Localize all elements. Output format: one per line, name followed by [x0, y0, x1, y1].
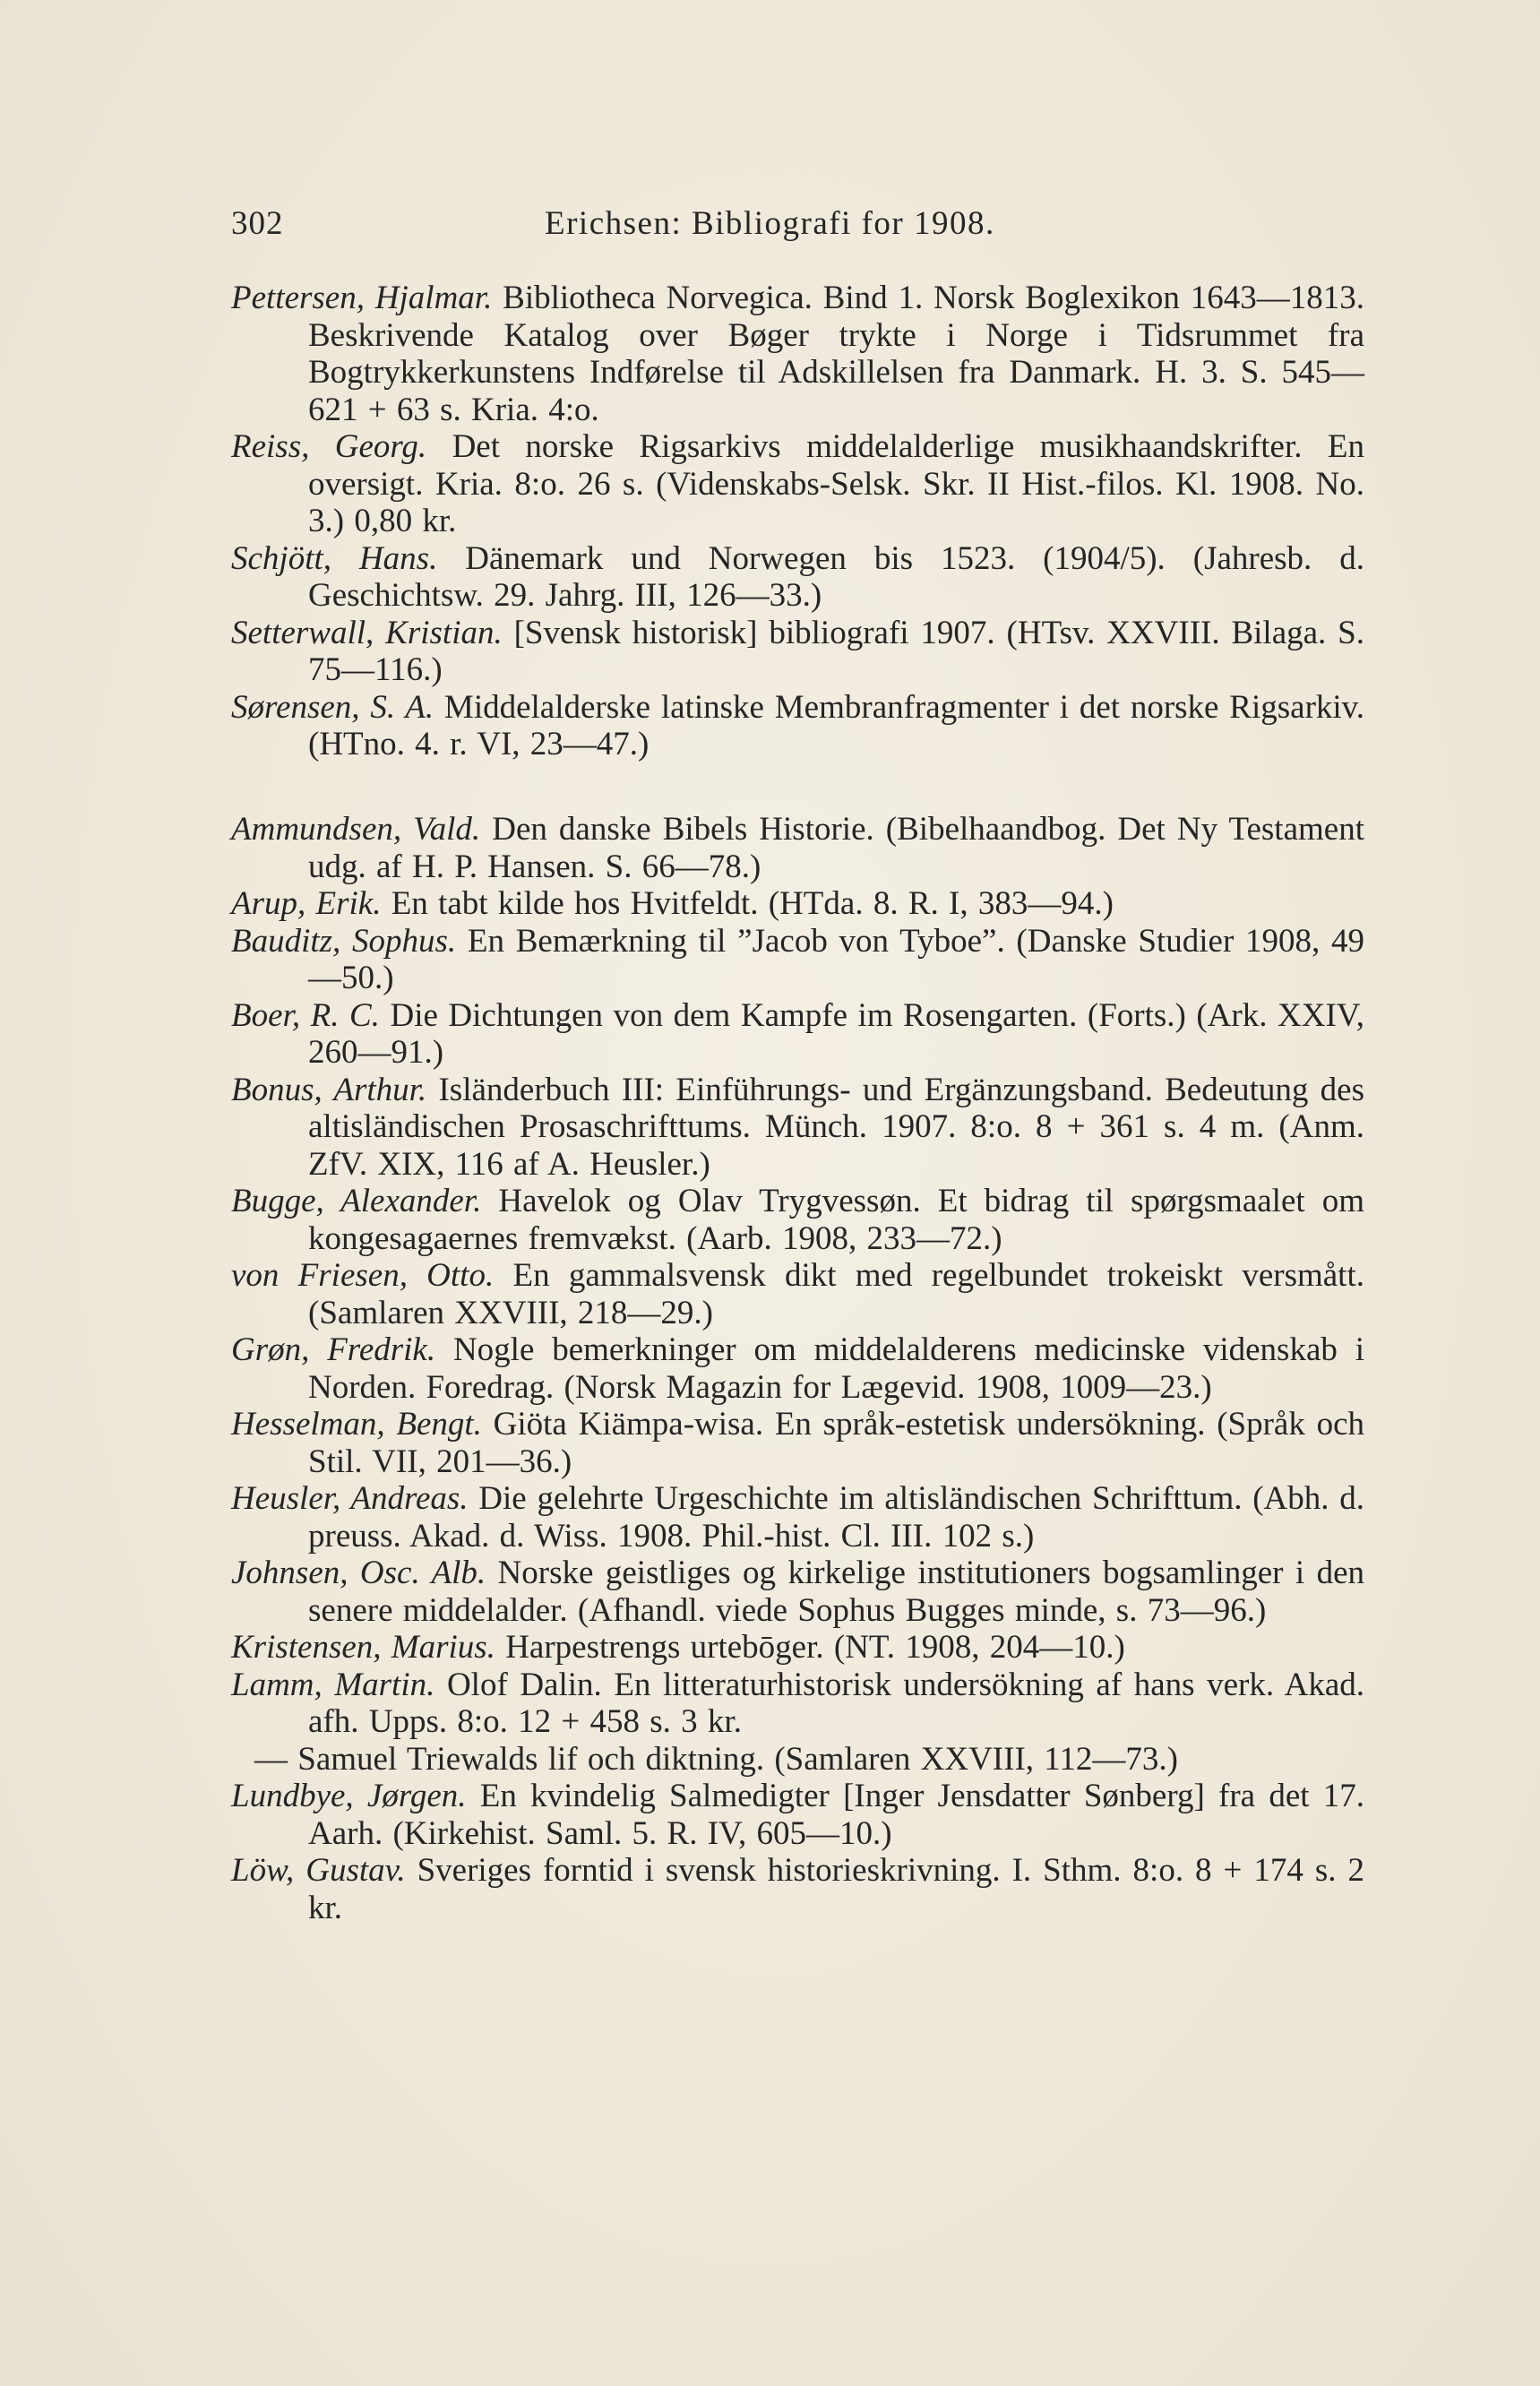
entry-author: Kristensen, Marius.	[231, 1629, 495, 1666]
entry-text: Nogle bemerkninger om middelalderens medicinske videnskab i Norden. Foredrag. (Norsk Magazin for Lægevid. 1908, 1009—23.)	[308, 1331, 1364, 1406]
running-title: Erichsen: Bibliografi for 1908.	[545, 205, 995, 242]
entry-text: Harpestrengs urtebōger. (NT. 1908, 204—10.)	[505, 1629, 1125, 1666]
bibliography-entry	[231, 1072, 1364, 1184]
entry-author: Lundbye, Jørgen.	[231, 1778, 467, 1814]
bibliography-entry	[231, 1183, 1364, 1257]
entry-text: Middelalderske latinske Membranfragmenter i det norske Rigsarkiv. (HTno. 4. r. VI, 23—47.)	[308, 688, 1365, 762]
bibliography-entry	[231, 689, 1364, 763]
entry-text: Giöta Kiämpa-wisa. En språk-estetisk undersökning. (Språk och Stil. VII, 201—36.)	[308, 1406, 1365, 1480]
entry-text: Die gelehrte Urgeschichte im altisländischen Schrifttum. (Abh. d. preuss. Akad. d. Wiss. 1908. Phil.-hist. Cl. III. 102 s.)	[308, 1480, 1365, 1555]
entry-dash: —	[254, 1740, 288, 1778]
entry-text: En kvindelig Salmedigter [Inger Jensdatter Sønberg] fra det 17. Aarh. (Kirkehist. Saml. 5. R. IV, 605—10.)	[308, 1778, 1364, 1852]
entry-author: Bonus, Arthur.	[231, 1071, 427, 1108]
entry-text: Die Dichtungen von dem Kampfe im Rosengarten. (Forts.) (Ark. XXIV, 260—91.)	[308, 996, 1365, 1071]
entry-author: Heusler, Andreas.	[231, 1480, 469, 1517]
bibliography-entry	[231, 1480, 1364, 1555]
entry-text: Havelok og Olav Trygvessøn. Et bidrag til spørgsmaalet om kongesagaernes fremvækst. (Aarb. 1908, 233—72.)	[308, 1183, 1364, 1257]
entry-author: Lamm, Martin.	[231, 1666, 435, 1703]
bibliography-entry	[231, 428, 1364, 540]
entry-author: Bauditz, Sophus.	[231, 922, 457, 960]
entry-text: En Bemærkning til ”Jacob von Tyboe”. (Danske Studier 1908, 49—50.)	[308, 922, 1364, 996]
running-header	[231, 204, 1364, 249]
entry-text: Den danske Bibels Historie. (Bibelhaandbog. Det Ny Testament udg. af H. P. Hansen. S. 66—78.)	[308, 811, 1364, 885]
bibliography-entry	[231, 997, 1364, 1072]
entry-author: Schjött, Hans.	[231, 539, 438, 577]
entry-text: Samuel Triewalds lif och diktning. (Samlaren XXVIII, 112—73.)	[297, 1740, 1178, 1778]
entry-author: Hesselman, Bengt.	[231, 1406, 482, 1443]
entry-author: Reiss, Georg.	[231, 428, 427, 465]
bibliography-entry	[231, 1555, 1364, 1629]
bibliography-entry	[231, 1331, 1364, 1406]
bibliography-entry	[231, 1667, 1364, 1741]
entry-author: Grøn, Fredrik.	[231, 1331, 436, 1368]
entry-group-sources	[231, 280, 1364, 763]
bibliography-entry	[231, 811, 1364, 885]
bibliography-entry	[231, 923, 1364, 997]
entry-text: Bibliotheca Norvegica. Bind 1. Norsk Boglexikon 1643—1813. Beskrivende Katalog over Bøger trykte i Norge i Tidsrummet fra Bogtrykkerkunstens Indførelse til Adskillelsen fra Danmark. H. 3. S. 545—621 + 63 s. Kria. 4:o.	[308, 280, 1364, 428]
entry-text: Isländerbuch III: Einführungs- und Ergänzungsband. Bedeutung des altisländischen Prosaschrifttums. Münch. 1907. 8:o. 8 + 361 s. 4 m. (Anm. ZfV. XIX, 116 af A. Heusler.)	[308, 1071, 1364, 1183]
entry-text: [Svensk historisk] bibliografi 1907. (HTsv. XXVIII. Bilaga. S. 75—116.)	[308, 614, 1364, 688]
entry-author: Boer, R. C.	[231, 996, 380, 1034]
entry-author: Sørensen, S. A.	[231, 688, 434, 726]
entry-author: Arup, Erik.	[231, 885, 382, 922]
entry-author: Johnsen, Osc. Alb.	[231, 1555, 486, 1591]
entry-author: Bugge, Alexander.	[231, 1183, 482, 1219]
entry-author: Ammundsen, Vald.	[231, 811, 481, 848]
bibliography-entry	[231, 1741, 1364, 1779]
page-number: 302	[231, 205, 284, 242]
entry-text: Sveriges forntid i svensk historieskrivning. I. Sthm. 8:o. 8 + 174 s. 2 kr.	[308, 1852, 1365, 1926]
entry-text: Det norske Rigsarkivs middelalderlige musikhaandskrifter. En oversigt. Kria. 8:o. 26 s. (Videnskabs-Selsk. Skr. II Hist.-filos. Kl. 1908. No. 3.) 0,80 kr.	[308, 428, 1364, 539]
entry-text: Norske geistliges og kirkelige institutioners bogsamlinger i den senere middelalder. (Afhandl. viede Sophus Bugges minde, s. 73—96.)	[308, 1555, 1365, 1629]
entry-text: Dänemark und Norwegen bis 1523. (1904/5). (Jahresb. d. Geschichtsw. 29. Jahrg. III, 126—33.)	[308, 539, 1364, 614]
bibliography-entry	[231, 1778, 1364, 1852]
entry-author: von Friesen, Otto.	[231, 1257, 495, 1294]
bibliography-entry	[231, 1852, 1364, 1926]
bibliography-entry	[231, 540, 1364, 615]
bibliography-entry	[231, 615, 1364, 689]
bibliography-entry	[231, 1406, 1364, 1480]
bibliography-entry	[231, 1629, 1364, 1667]
entry-group-literature	[231, 811, 1364, 1926]
entry-author: Setterwall, Kristian.	[231, 614, 503, 651]
entry-author: Löw, Gustav.	[231, 1852, 406, 1889]
bibliography-entry	[231, 885, 1364, 923]
entry-text: Olof Dalin. En litteraturhistorisk undersökning af hans verk. Akad. afh. Upps. 8:o. 12 + 458 s. 3 kr.	[308, 1666, 1364, 1740]
entry-text: En tabt kilde hos Hvitfeldt. (HTda. 8. R. I, 383—94.)	[391, 885, 1114, 922]
bibliography-entry	[231, 280, 1364, 428]
bibliography-entry	[231, 1257, 1364, 1331]
entry-author: Pettersen, Hjalmar.	[231, 280, 493, 316]
entry-text: En gammalsvensk dikt med regelbundet trokeiskt versmått. (Samlaren XXVIII, 218—29.)	[308, 1257, 1364, 1331]
